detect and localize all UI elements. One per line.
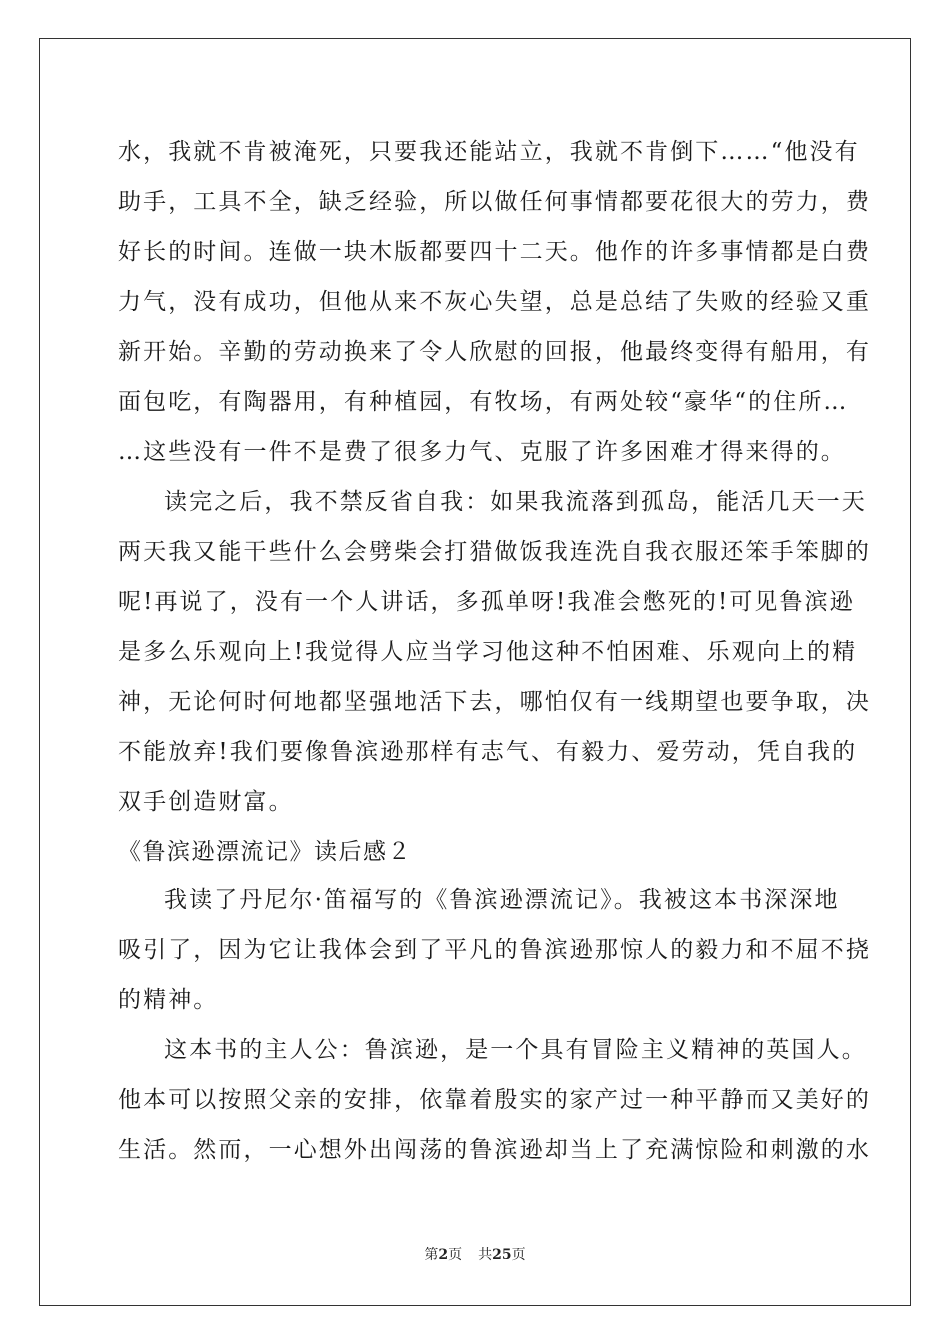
- paragraph-2-line-3: 呢!再说了，没有一个人讲话，多孤单呀!我准会憋死的!可见鲁滨逊: [118, 589, 855, 615]
- paragraph-1-line-6: 面包吃，有陶器用，有种植园，有牧场，有两处较“豪华“的住所…: [118, 389, 849, 415]
- paragraph-2-line-4: 是多么乐观向上!我觉得人应当学习他这种不怕困难、乐观向上的精: [118, 639, 858, 665]
- page-footer: [0, 1244, 950, 1264]
- paragraph-2-line-7: 双手创造财富。: [118, 789, 294, 815]
- total-prefix: 共: [478, 1247, 493, 1263]
- paragraph-4-line-1: 这本书的主人公：鲁滨逊，是一个具有冒险主义精神的英国人。: [164, 1037, 867, 1063]
- paragraph-1-line-7: …这些没有一件不是费了很多力气、克服了许多困难才得来得的。: [118, 439, 846, 465]
- paragraph-1-line-5: 新开始。辛勤的劳动换来了令人欣慰的回报，他最终变得有船用，有: [118, 339, 871, 365]
- paragraph-2-line-6: 不能放弃!我们要像鲁滨逊那样有志气、有毅力、爱劳动，凭自我的: [118, 739, 858, 765]
- paragraph-2-line-5: 神，无论何时何地都坚强地活下去，哪怕仅有一线期望也要争取，决: [118, 689, 871, 715]
- paragraph-3-line-1: 我读了丹尼尔·笛福写的《鲁滨逊漂流记》。我被这本书深深地: [164, 887, 840, 913]
- page-prefix: 第: [424, 1247, 439, 1263]
- paragraph-1-line-3: 好长的时间。连做一块木版都要四十二天。他作的许多事情都是白费: [118, 239, 871, 265]
- paragraph-1-line-1: 水，我就不肯被淹死，只要我还能站立，我就不肯倒下……“他没有: [118, 139, 860, 165]
- paragraph-3-line-3: 的精神。: [118, 987, 219, 1013]
- total-pages: 25: [492, 1247, 512, 1263]
- section-title: 《鲁滨逊漂流记》读后感２: [118, 839, 412, 865]
- paragraph-2-line-1: 读完之后，我不禁反省自我：如果我流落到孤岛，能活几天一天: [164, 489, 867, 515]
- paragraph-2-line-2: 两天我又能干些什么会劈柴会打猎做饭我连洗自我衣服还笨手笨脚的: [118, 539, 871, 565]
- paragraph-3-line-2: 吸引了，因为它让我体会到了平凡的鲁滨逊那惊人的毅力和不屈不挠: [118, 937, 871, 963]
- paragraph-1-line-2: 助手，工具不全，缺乏经验，所以做任何事情都要花很大的劳力，费: [118, 189, 871, 215]
- paragraph-4-line-3: 生活。然而，一心想外出闯荡的鲁滨逊却当上了充满惊险和刺激的水: [118, 1137, 871, 1163]
- paragraph-4-line-2: 他本可以按照父亲的安排，依靠着殷实的家产过一种平静而又美好的: [118, 1087, 871, 1113]
- paragraph-1-line-4: 力气，没有成功，但他从来不灰心失望，总是总结了失败的经验又重: [118, 289, 871, 315]
- page-suffix: 页: [448, 1247, 463, 1263]
- total-suffix: 页: [511, 1247, 526, 1263]
- page-number: 2: [438, 1247, 449, 1263]
